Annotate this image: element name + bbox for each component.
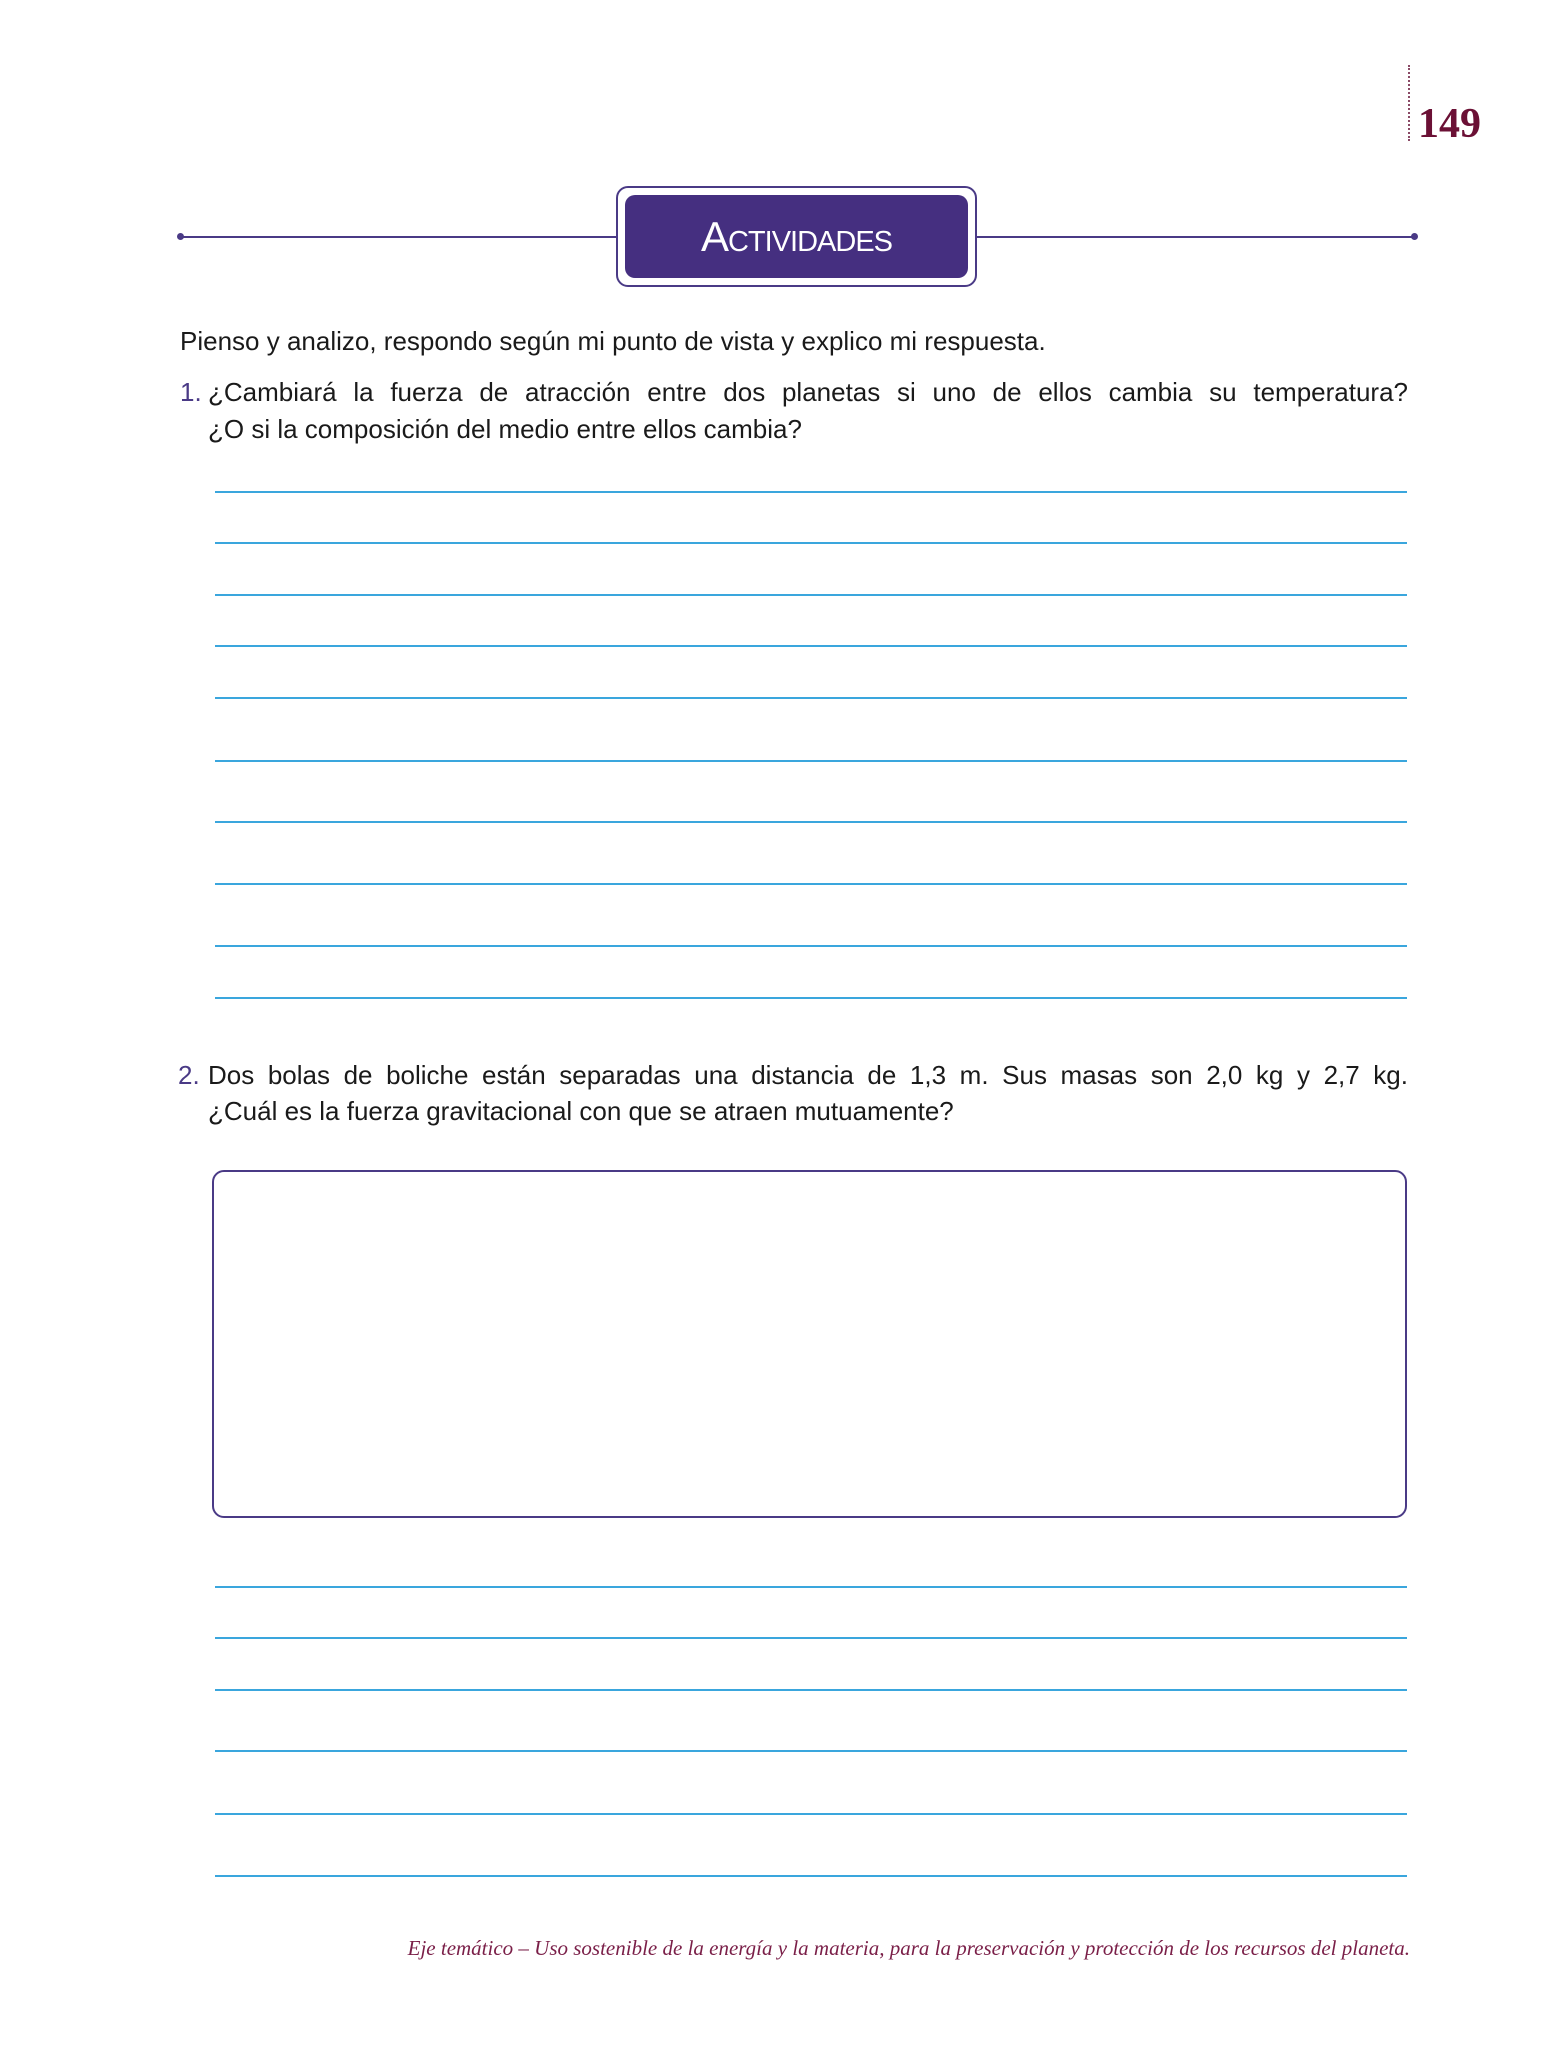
- question-text: ¿Cuál es la fuerza gravitacional con que se atraen mutuamente?: [208, 1096, 954, 1126]
- answer-line[interactable]: [215, 1637, 1407, 1639]
- rule-end-dot: [1411, 233, 1418, 240]
- answer-line[interactable]: [215, 1875, 1407, 1877]
- answer-line[interactable]: [215, 594, 1407, 596]
- answer-line[interactable]: [215, 1750, 1407, 1752]
- section-title: Actividades: [625, 195, 968, 278]
- question-number: 1.: [180, 377, 202, 407]
- page-number-divider: [1408, 65, 1410, 141]
- footer-theme: Eje temático – Uso sostenible de la energía y la materia, para la preservación y protección de los recursos del planeta.: [407, 1936, 1410, 1960]
- answer-box[interactable]: [212, 1170, 1407, 1518]
- answer-line[interactable]: [215, 760, 1407, 762]
- answer-line[interactable]: [215, 821, 1407, 823]
- answer-line[interactable]: [215, 1813, 1407, 1815]
- answer-line[interactable]: [215, 1689, 1407, 1691]
- question-number: 2.: [178, 1060, 200, 1090]
- section-title-box: [616, 186, 977, 287]
- instructions: Pienso y analizo, respondo según mi punto de vista y explico mi respuesta.: [180, 326, 1046, 356]
- answer-line[interactable]: [215, 697, 1407, 699]
- question-text: ¿Cambiará la fuerza de atracción entre dos planetas si uno de ellos cambia su temperatura?: [208, 377, 1408, 407]
- answer-line[interactable]: [215, 491, 1407, 493]
- rule-end-dot: [177, 233, 184, 240]
- answer-line[interactable]: [215, 645, 1407, 647]
- page-number: 149: [1418, 101, 1481, 147]
- answer-line[interactable]: [215, 997, 1407, 999]
- answer-line[interactable]: [215, 1586, 1407, 1588]
- answer-line[interactable]: [215, 542, 1407, 544]
- question-text: Dos bolas de boliche están separadas una distancia de 1,3 m. Sus masas son 2,0 kg y 2,7 kg.: [208, 1060, 1408, 1090]
- question-text: ¿O si la composición del medio entre ellos cambia?: [208, 414, 802, 444]
- answer-line[interactable]: [215, 883, 1407, 885]
- answer-line[interactable]: [215, 945, 1407, 947]
